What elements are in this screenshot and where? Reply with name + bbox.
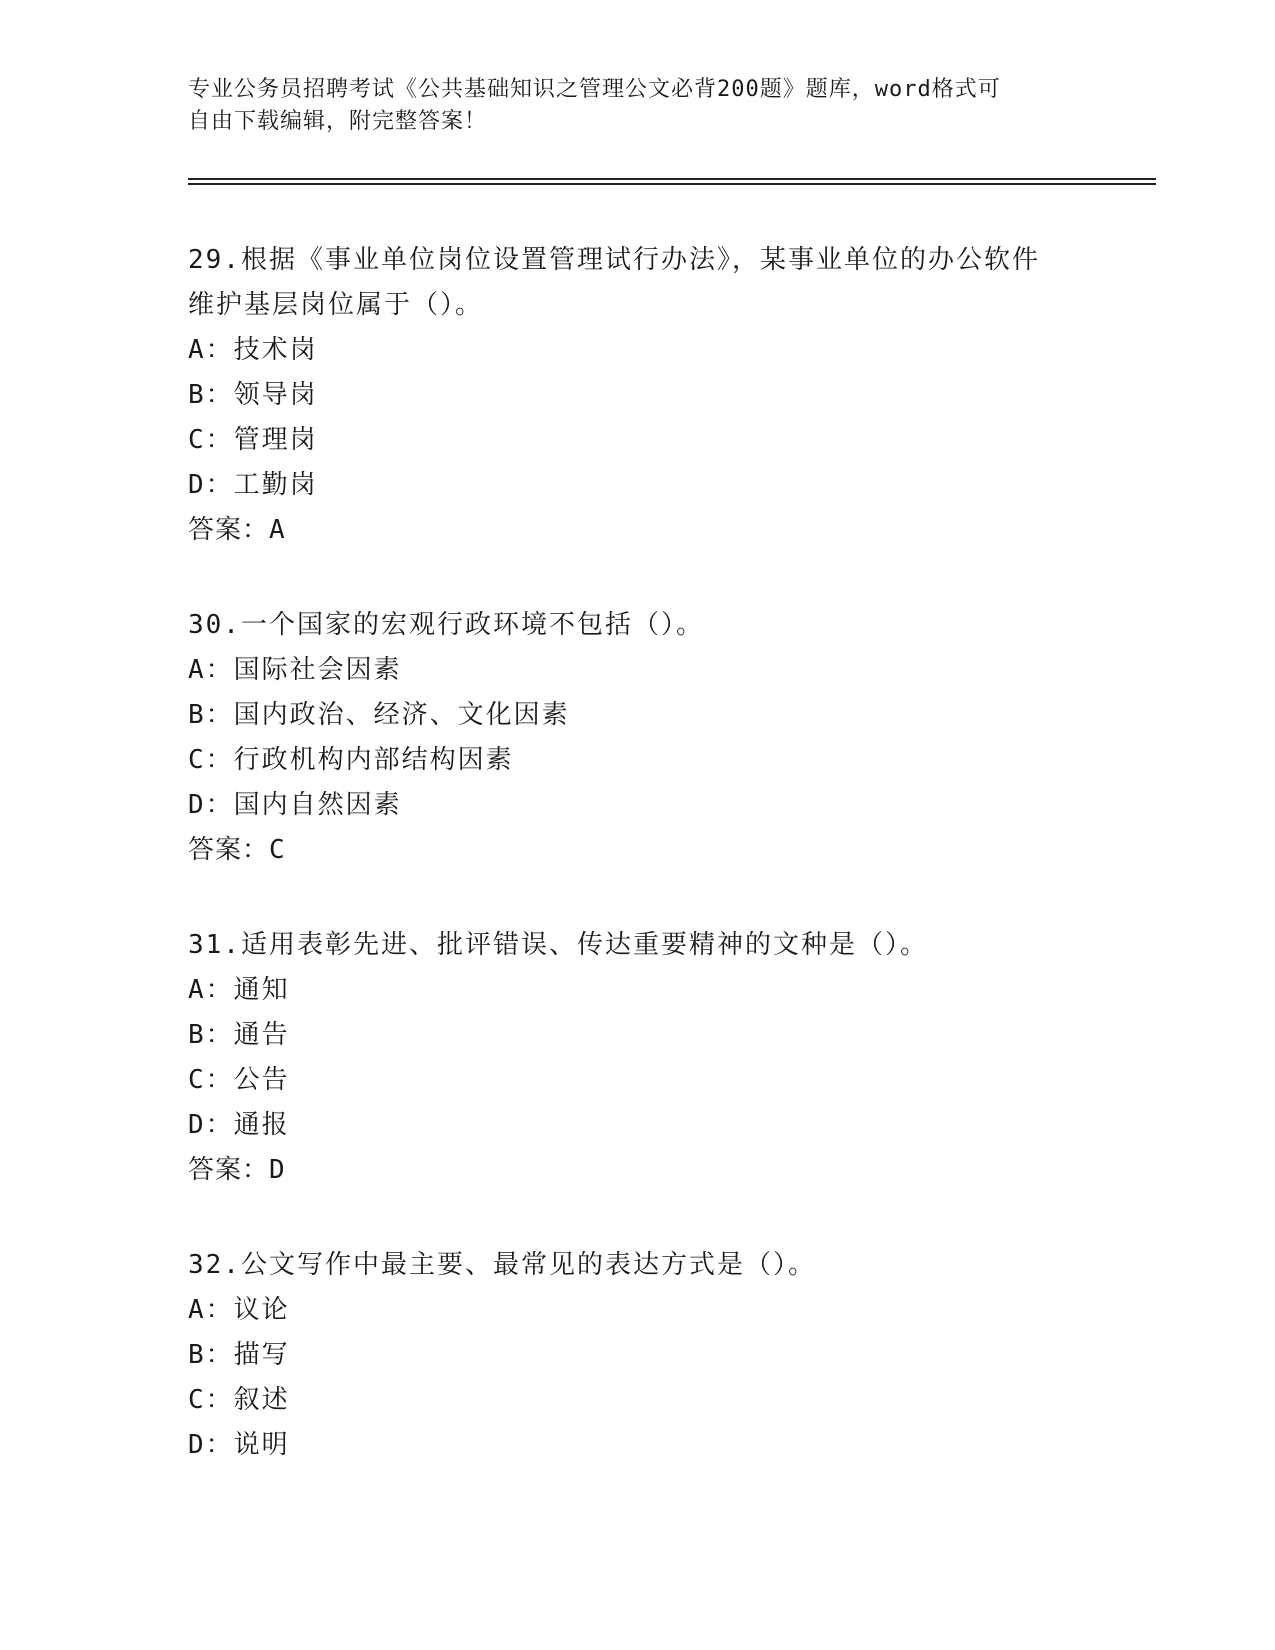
option-d: D：说明 [188, 1430, 290, 1460]
header-divider-bottom [188, 183, 1156, 185]
answer-value: D [269, 1155, 286, 1185]
option-d: D：通报 [188, 1110, 290, 1140]
question-stem: 30.一个国家的宏观行政环境不包括（）。 [188, 610, 704, 640]
answer-label: 答案： [188, 1155, 270, 1185]
question-stem: 31.适用表彰先进、批评错误、传达重要精神的文种是（）。 [188, 930, 928, 960]
question-29 [188, 238, 1088, 553]
option-b: B：描写 [188, 1340, 290, 1370]
option-a: A：通知 [188, 975, 290, 1005]
question-stem-continued: 维护基层岗位属于（）。 [188, 290, 484, 320]
answer-label: 答案： [188, 515, 270, 545]
option-c: C：管理岗 [188, 425, 318, 455]
header-divider-top [188, 178, 1156, 180]
option-c: C：公告 [188, 1065, 290, 1095]
answer-value: A [269, 515, 286, 545]
header-line-1: 专业公务员招聘考试《公共基础知识之管理公文必背200题》题库，word格式可 [188, 77, 1001, 102]
answer-line [188, 508, 1088, 553]
option-b: B：通告 [188, 1020, 290, 1050]
question-32 [188, 1243, 1088, 1468]
document-header [188, 74, 1068, 138]
question-list [188, 238, 1088, 1518]
question-stem: 32.公文写作中最主要、最常见的表达方式是（）。 [188, 1250, 816, 1280]
answer-label: 答案： [188, 835, 270, 865]
option-a: A：国际社会因素 [188, 655, 402, 685]
answer-value: C [269, 835, 286, 865]
header-line-2: 自由下载编辑，附完整答案！ [188, 109, 488, 134]
option-d: D：国内自然因素 [188, 790, 402, 820]
option-b: B：国内政治、经济、文化因素 [188, 700, 570, 730]
question-30 [188, 603, 1088, 873]
answer-line [188, 828, 1088, 873]
answer-line [188, 1148, 1088, 1193]
question-31 [188, 923, 1088, 1193]
option-b: B：领导岗 [188, 380, 318, 410]
option-a: A：议论 [188, 1295, 290, 1325]
option-c: C：叙述 [188, 1385, 290, 1415]
option-a: A：技术岗 [188, 335, 318, 365]
option-c: C：行政机构内部结构因素 [188, 745, 514, 775]
question-stem: 29.根据《事业单位岗位设置管理试行办法》，某事业单位的办公软件 [188, 245, 1040, 275]
option-d: D：工勤岗 [188, 470, 318, 500]
